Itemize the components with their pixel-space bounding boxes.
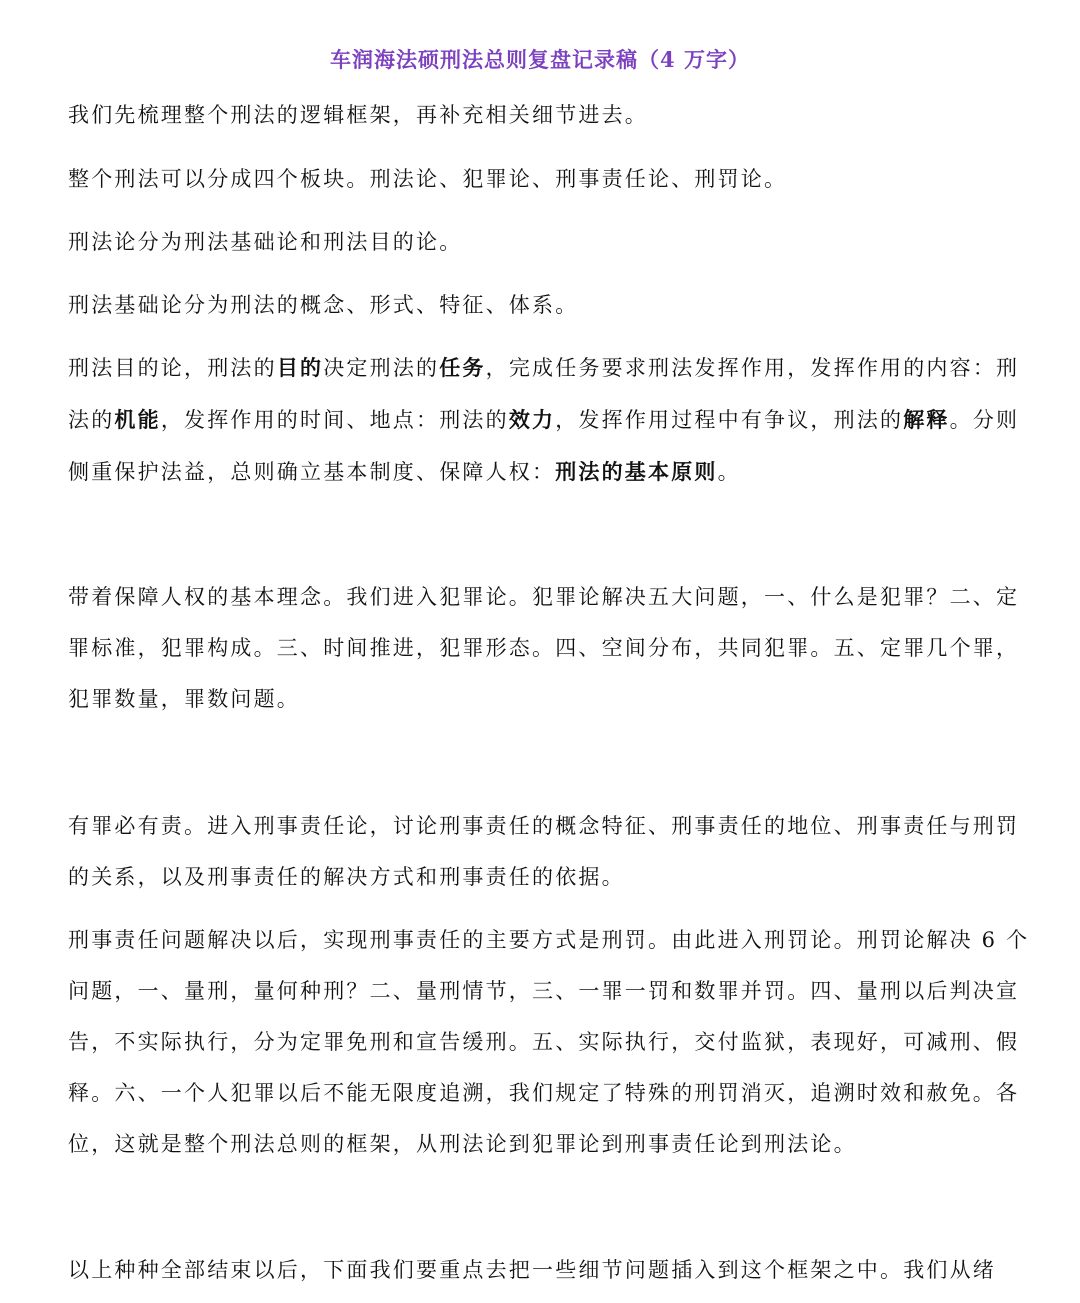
paragraph-punishment-theory: 刑事责任问题解决以后，实现刑事责任的主要方式是刑罚。由此进入刑罚论。刑罚论解决 6 个问题，一、量刑，量何种刑？二、量刑情节，三、一罪一罚和数罪并罚。四、量刑以后判决宣告，不实际执行，分为定罪免刑和宣告缓刑。五、实际执行，交付监狱，表现好，可减刑、假释。六、一个人犯罪以后不能无限度追溯，我们规定了特殊的刑罚消灭，追溯时效和赦免。各位，这就是整个刑法总则的框架，从刑法论到犯罪论到刑事责任论到刑法论。 — [68, 928, 1030, 1156]
document-title: 车润海法硕刑法总则复盘记录稿（4 万字） — [330, 47, 750, 72]
paragraph-intro: 我们先梳理整个刑法的逻辑框架，再补充相关细节进去。 — [68, 103, 648, 127]
bold-term-function: 机能 — [114, 407, 161, 432]
text-segment: ，发挥作用的时间、地点：刑法的 — [160, 408, 509, 432]
text-segment: 决定刑法的 — [323, 356, 440, 380]
bold-term-effect: 效力 — [508, 407, 556, 432]
bold-term-purpose: 目的 — [276, 355, 324, 380]
bold-term-basic-principles: 刑法的基本原则 — [555, 459, 718, 484]
paragraph-purpose-theory — [68, 342, 1038, 498]
bold-term-interpretation: 解释 — [903, 407, 950, 432]
text-segment: 刑法目的论，刑法的 — [68, 356, 277, 380]
paragraph-closing: 以上种种全部结束以后，下面我们要重点去把一些细节问题插入到这个框架之中。我们从绪 — [68, 1258, 996, 1282]
paragraph-crime-theory: 带着保障人权的基本理念。我们进入犯罪论。犯罪论解决五大问题，一、什么是犯罪？二、定罪标准，犯罪构成。三、时间推进，犯罪形态。四、空间分布，共同犯罪。五、定罪几个罪，犯罪数量，罪数问题。 — [68, 585, 1020, 711]
paragraph-basis-theory: 刑法基础论分为刑法的概念、形式、特征、体系。 — [68, 293, 579, 317]
paragraph-criminal-law-theory: 刑法论分为刑法基础论和刑法目的论。 — [68, 230, 463, 254]
bold-term-task: 任务 — [439, 355, 486, 380]
paragraph-liability-theory: 有罪必有责。进入刑事责任论，讨论刑事责任的概念特征、刑事责任的地位、刑事责任与刑罚的关系，以及刑事责任的解决方式和刑事责任的依据。 — [68, 814, 1020, 889]
text-segment: ，完成任务要求刑法发挥作用，发挥作用的内容：刑法的 — [68, 356, 1020, 432]
text-segment: ，发挥作用过程中有争议，刑法的 — [555, 408, 904, 432]
paragraph-four-sections: 整个刑法可以分成四个板块。刑法论、犯罪论、刑事责任论、刑罚论。 — [68, 167, 788, 191]
text-segment: 。 — [717, 460, 741, 484]
text-segment: 。分则侧重保护法益，总则确立基本制度、保障人权： — [68, 408, 1020, 484]
